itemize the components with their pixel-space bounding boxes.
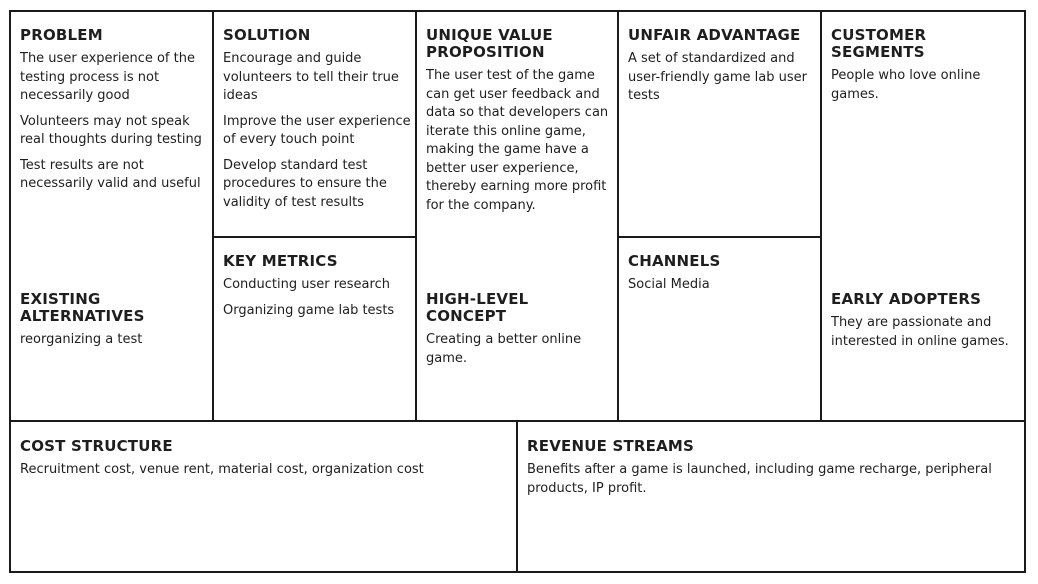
unique-value-proposition-item: The user test of the game can get user feedback and data so that developers can iterate this online game, making the game have a better user experience, thereby earning more profit for the company. [426,68,609,213]
existing-alternatives-item: reorganizing a test [20,332,143,347]
existing-alternatives-block [20,291,206,357]
high-level-concept-heading: HIGH-LEVEL CONCEPT [426,290,529,325]
problem-item: Volunteers may not speak real thoughts during testing [20,113,202,147]
solution-item: Encourage and guide volunteers to tell their true ideas [223,51,399,103]
existing-alternatives-heading: EXISTING ALTERNATIVES [20,290,145,325]
cost-structure-heading: COST STRUCTURE [20,437,173,455]
solution-item: Develop standard test procedures to ensure the validity of test results [223,157,387,210]
divider-solution-uvp [415,10,417,422]
divider-advantage-channels [617,236,822,238]
early-adopters-block [831,291,1017,358]
divider-problem-solution [212,10,214,422]
customer-segments-item: People who love online games. [831,68,981,102]
solution-item: Improve the user experience of every touch point [223,113,411,147]
cost-structure-item: Recruitment cost, venue rent, material cost, organization cost [20,462,424,477]
unfair-advantage-item: A set of standardized and user-friendly game lab user tests [628,51,808,103]
solution-heading: SOLUTION [223,26,311,44]
channels-heading: CHANNELS [628,252,721,270]
problem-heading: PROBLEM [20,26,103,44]
revenue-streams-block [527,438,1017,505]
early-adopters-heading: EARLY ADOPTERS [831,290,982,308]
divider-cost-revenue [516,420,518,573]
key-metrics-heading: KEY METRICS [223,252,338,270]
key-metrics-item: Organizing game lab tests [223,302,395,318]
divider-uvp-advantage [617,10,619,422]
cost-structure-block [20,438,510,487]
high-level-concept-item: Creating a better online game. [426,332,582,366]
divider-solution-metrics [212,236,417,238]
problem-item: Test results are not necessarily valid and useful [20,157,201,191]
high-level-concept-block [426,291,612,375]
problem-block [20,27,206,201]
channels-item: Social Media [628,277,710,292]
divider-advantage-segments [820,10,822,422]
unique-value-proposition-heading: UNIQUE VALUE PROPOSITION [426,26,553,61]
revenue-streams-item: Benefits after a game is launched, including game recharge, peripheral products, IP profit. [527,462,992,496]
customer-segments-block [831,27,1017,111]
unfair-advantage-block [628,27,816,113]
channels-block [628,253,816,302]
unique-value-proposition-block [426,27,612,222]
revenue-streams-heading: REVENUE STREAMS [527,437,695,455]
key-metrics-block [223,253,411,327]
unfair-advantage-heading: UNFAIR ADVANTAGE [628,26,801,44]
customer-segments-heading: CUSTOMER SEGMENTS [831,26,927,61]
problem-item: The user experience of the testing process is not necessarily good [20,51,195,103]
early-adopters-item: They are passionate and interested in online games. [831,315,1009,349]
key-metrics-item: Conducting user research [223,277,390,292]
solution-block [223,27,411,219]
